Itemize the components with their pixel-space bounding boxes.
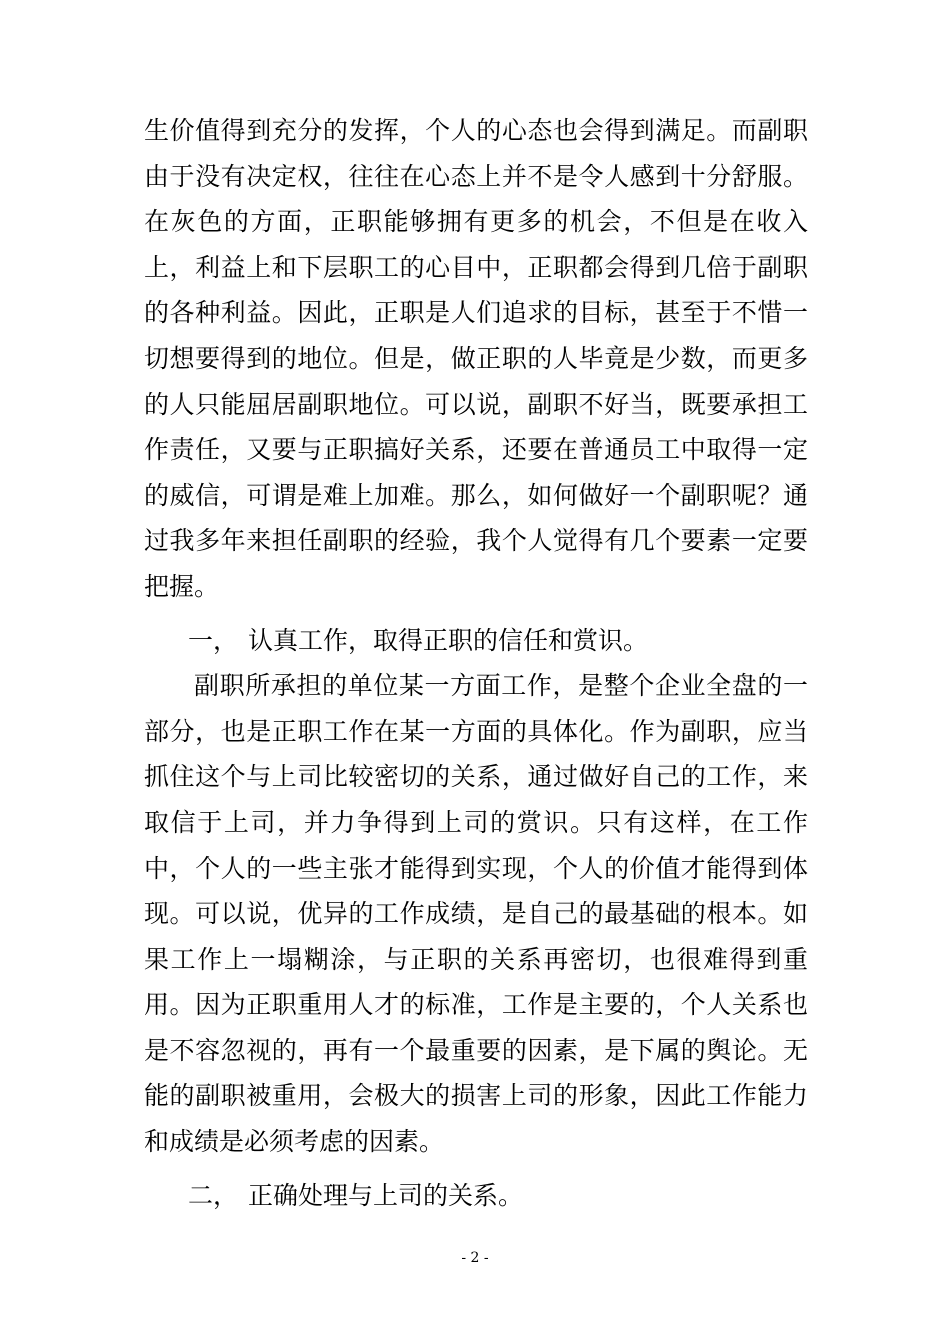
body-paragraph: 副职所承担的单位某一方面工作，是整个企业全盘的一部分，也是正职工作在某一方面的具体化。作为副职，应当抓住这个与上司比较密切的关系，通过做好自己的工作，来取信于上司，并力争得到上司的赏识。只有这样，在工作中，个人的一些主张才能得到实现，个人的价值才能得到体现。可以说，优异的工作成绩，是自己的最基础的根本。如果工作上一塌糊涂，与正职的关系再密切，也很难得到重用。因为正职重用人才的标准，工作是主要的，个人关系也是不容忽视的，再有一个最重要的因素，是下属的舆论。无能的副职被重用，会极大的损害上司的形象，因此工作能力和成绩是必须考虑的因素。 [144, 671, 808, 1157]
section-heading-1 [144, 618, 808, 664]
body-paragraph: 生价值得到充分的发挥，个人的心态也会得到满足。而副职由于没有决定权，往往在心态上并不是令人感到十分舒服。在灰色的方面，正职能够拥有更多的机会，不但是在收入上，利益上和下层职工的心目中，正职都会得到几倍于副职的各种利益。因此，正职是人们追求的目标，甚至于不惜一切想要得到的地位。但是，做正职的人毕竟是少数，而更多的人只能屈居副职地位。可以说，副职不好当，既要承担工作责任，又要与正职搞好关系，还要在普通员工中取得一定的威信，可谓是难上加难。那么，如何做好一个副职呢？通过我多年来担任副职的经验，我个人觉得有几个要素一定要把握。 [144, 116, 808, 601]
section-title: 认真工作，取得正职的信任和赏识。 [248, 625, 649, 655]
page-number: - 2 - [461, 1250, 489, 1266]
section-number: 二， [188, 1180, 239, 1210]
document-body [144, 108, 808, 1218]
section-number: 一， [188, 625, 239, 655]
section-heading-2 [144, 1173, 808, 1219]
section-title: 正确处理与上司的关系。 [248, 1180, 524, 1210]
